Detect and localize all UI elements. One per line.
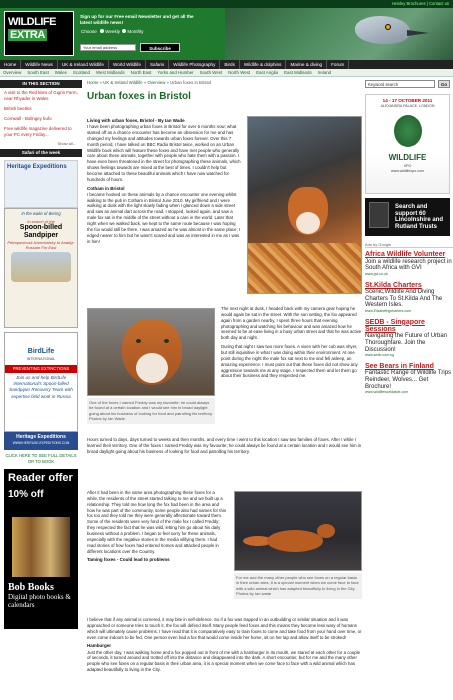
- paragraph: I have been photographing urban foxes in Bristol for over 6 months now; what started off as a chance encounter has become an obsession for me and has changed my feelings and attitudes towards urban foxes forever. Over this 7 month period, I have talked on BBC Radio Bristol twice, worked on an Urban Wildlife book which will feature these foxes and have met people who generally care about these animals, together with people who hate them with a passion. I have even been threatened in the street for photographing these animals, which shows feelings towards are mixed at the best of times. I couldn't help but become attached to these beautiful animals which I have now watched for hundreds of hours.: [87, 124, 241, 182]
- go-button[interactable]: Go: [438, 80, 450, 88]
- nav-item-6[interactable]: Birds: [220, 60, 239, 69]
- paragraph: After it had been in the same area photographing these foxes for a while, the residents of the street started talking to me and we built up a relationship. They told me how long the fox had been in the area and how he was part of the community, some people also had names for this fox too and they told me they were generally affectionate toward them. Some of the residents were very fond of the male fox I called Freddy; they respected the fact that he was wild, letting him go about his daily business without a problem. I began to feel sorry for these animals, especially with the negative stories in the media vilifying them. I had read stories of how foxes had entered homes and attacked people in different locations over the Country.: [87, 490, 226, 554]
- page-title: Urban foxes in Bristol: [87, 90, 191, 102]
- ad-title-link[interactable]: See Bears in Finland: [365, 363, 434, 371]
- wildlife-expo-ad[interactable]: 14 - 17 OCTOBER 2011 ALEXANDRA PALACE, LONDON WILDLIFE XPO www.wildlifexpo.com: [365, 94, 450, 194]
- subnav-item-4[interactable]: West Midlands: [95, 70, 125, 75]
- paragraph: Hours turned to days, days turned to weeks and then months, and every time I went to this location I saw two families of foxes. After I while I learned their territory. One of the foxes I named Freddy was my favourite; he could always be found at a certain location and I would see him in broad daylight going about his business of looking for food and patrolling his territory.: [87, 437, 362, 454]
- heritage-banner[interactable]: Heritage Expeditions WWW.HERITAGE-EXPEDITIONS.COM: [4, 432, 78, 450]
- subnav-item-0[interactable]: Overview: [3, 70, 22, 75]
- signup-title: Sign up for our Free email Newsletter and get all the latest wildlife news!: [80, 14, 194, 26]
- subnav-item-2[interactable]: Wales: [54, 70, 67, 75]
- top-bar: Heisley Brochures | Contact us: [0, 0, 453, 8]
- sandpiper-image: [11, 252, 71, 282]
- paragraph: During that night I saw two more foxes. A vixen with her cub was shyer, but still inquisitive in what I was doing within their environment. At one point during the night the male fox sat next to me and fell asleep, an amazing experience. I must point out that these foxes did not show any aggression towards me at any stage. I respected them and let them go about their business and they respected me.: [221, 344, 358, 379]
- section-heading-cotham: Cotham in Bristol: [87, 185, 125, 191]
- subnav-item-8[interactable]: North West: [228, 70, 251, 75]
- heritage-sponsor[interactable]: Heritage Expeditions: [4, 160, 78, 208]
- paragraph: I became hooked on these animals by a chance encounter one evening whilst walking to the pub in Cotham in Bristol June 2010. My girlfriend and I were walking at dusk with the light slowly fading when I glanced down a side street and saw an animal dart across the road. I stopped, looked again, and saw a male fox sat in the middle of the street without a care in the world. Later that night when we walked back, we kept to the same route because I was hoping the fox would still be there. I was amazed as he was almost in the same place; I edged nearer to him but he wasn't scared and was as interested in me as I was in him!: [87, 191, 241, 244]
- brochures-link[interactable]: Heisley Brochures: [391, 1, 426, 6]
- subnav-item-11[interactable]: Ireland: [317, 70, 332, 75]
- newsletter-signup: Sign up for our Free email Newsletter and get all the latest wildlife news! Choose Weekly Monthly: [80, 14, 200, 36]
- ad-description: Scenic,Wildlife And Diving Charters To St.Kilda And The Western Isles.: [365, 289, 443, 309]
- nav-item-9[interactable]: Forum: [327, 60, 349, 69]
- weekly-radio[interactable]: [100, 29, 104, 33]
- nav-item-3[interactable]: World Wildlife: [109, 60, 146, 69]
- nav-item-0[interactable]: Home: [0, 60, 21, 69]
- subnav-item-10[interactable]: East Midlands: [284, 70, 312, 75]
- monthly-radio[interactable]: [122, 29, 126, 33]
- ad-url[interactable]: www.gvi.co.uk: [365, 271, 388, 276]
- search-input[interactable]: Keyword search: [365, 80, 435, 88]
- birdlife-ad[interactable]: BirdLife INTERNATIONAL PREVENTING EXTINCTIONS Join us and help BirdLife International's Spoon-billed Sandpiper Recovery Team with expertise field work in Russia: [4, 332, 78, 432]
- section-link[interactable]: Cornwall - Bolingey bufo: [4, 115, 52, 121]
- breadcrumb-link[interactable]: Overview: [147, 80, 166, 85]
- breadcrumb-link[interactable]: Home: [87, 80, 99, 85]
- birdlife-logo: BirdLife: [27, 348, 55, 356]
- nav-item-7[interactable]: Wildlife & dolphins: [240, 60, 287, 69]
- ad-description: Fantastic Range of Wildlife Trips Reindeer, Wolves... Get Brochure!: [365, 370, 452, 390]
- nav-item-8[interactable]: Marine & diving: [286, 60, 327, 69]
- section-link[interactable]: A visit to the Red kites of Gigrin Farm, near Rhyader in Wales: [4, 90, 78, 101]
- main-nav: [0, 60, 453, 69]
- subnav-item-7[interactable]: South West: [199, 70, 223, 75]
- fox-photo-night: [234, 491, 362, 571]
- photo-caption: One of the foxes I named Freddy was my favourite; he could always be found at a certain location and I would see him in broad daylight going about his business of looking for food and patrolling his territory. Photos by Ian Wade.: [87, 398, 215, 424]
- article: [87, 80, 362, 700]
- ads-by-google[interactable]: Ads by Google: [365, 242, 453, 248]
- wildlife-trusts-ad[interactable]: Search and support 60 Lincolnshire and Rutland Trusts: [365, 198, 450, 236]
- reader-offer-ad[interactable]: Reader offer 10% off Bob Books Digital photo books & calendars: [4, 469, 78, 629]
- ad-url[interactable]: www.sedb.com.sg: [365, 353, 394, 358]
- section-link[interactable]: Free wildlife magazine delivered to your PC every Friday...: [4, 125, 72, 137]
- subscribe-button[interactable]: Subscribe: [140, 43, 180, 52]
- breadcrumb-current: Urban foxes in Bristol: [170, 80, 211, 85]
- nav-item-1[interactable]: Wildlife News: [21, 60, 58, 69]
- nav-item-4[interactable]: Safaris: [146, 60, 169, 69]
- breadcrumb-separator: »: [165, 80, 171, 85]
- section-heading-hamburger: Hamburger: [87, 643, 112, 649]
- paragraph: Just the other day, I was walking home and a fox popped out in front of me with a hamburger in its mouth, we stared at each other for a couple of seconds, it turned around and trotted off into the distance and disappeared into the dark. A short encounter, but for me and the many other people who see foxes on a regular basis in their urban area, it is a special moment when we come face to face with a wild animal which has adapted beautifully to living in the City.: [87, 649, 361, 673]
- ad-description: Join a wildlife research project in South Africa with GVI: [365, 258, 452, 272]
- click-here-link[interactable]: CLICK HERE TO SEE FULL DETAILS OR TO BOOK: [5, 453, 77, 464]
- subnav-item-5[interactable]: North East: [130, 70, 152, 75]
- left-column: [0, 80, 82, 700]
- ad-url[interactable]: www.wildlifeworldwide.com: [365, 390, 409, 395]
- nav-item-5[interactable]: Wildlife Photography: [169, 60, 220, 69]
- ad-title-link[interactable]: St.Kilda Charters: [365, 281, 422, 289]
- masthead: [0, 8, 453, 60]
- sub-nav: [0, 69, 453, 77]
- right-column: [365, 80, 453, 700]
- subnav-item-3[interactable]: Scotland: [72, 70, 90, 75]
- breadcrumb: [87, 80, 362, 86]
- nav-item-2[interactable]: UK & Ireland Wildlife: [58, 60, 109, 69]
- subnav-item-1[interactable]: South East: [27, 70, 49, 75]
- email-field[interactable]: Your email address: [80, 44, 136, 51]
- google-ads: [365, 242, 453, 400]
- paragraph: The next night at dusk, I headed back with my camera gear hoping he would again be sat in the street. With the sun setting, the fox appeared again from a garden nearby. I spent three hours that evening photographing and watching his behaviour and was amazed how he seemed to be at ease living in a busy urban street and that he was active both day and night.: [221, 306, 362, 341]
- ad-description: Navigating the Future of Urban Thoroughfare. Join the Discussion!: [365, 333, 448, 353]
- ad-title-link[interactable]: SEDB - Singapore Sessions: [365, 318, 425, 334]
- choose-label: Choose: [81, 29, 97, 35]
- article-heading: Living with urban foxes, Bristol - By Ian Wade: [87, 118, 185, 123]
- breadcrumb-separator: »: [142, 80, 148, 85]
- subnav-item-6[interactable]: Yorks and Humber: [157, 70, 194, 75]
- safari-heading: Safari of the week: [0, 149, 82, 157]
- photo-caption: For me and the many other people who see foxes on a regular basis in their urban area, it is a special moment when we come face to face with a wild animal which has adapted beautifully to living in the City. Photos by Ian wade: [234, 573, 362, 599]
- contact-link[interactable]: Contact us: [428, 1, 449, 6]
- fox-photo-leaves: [247, 116, 362, 294]
- expo-leaf-icon: [394, 115, 422, 147]
- trust-logo: [369, 202, 389, 228]
- subnav-item-9[interactable]: East Anglia: [256, 70, 279, 75]
- site-logo[interactable]: WILDLIFE EXTRA: [4, 11, 74, 56]
- masthead-bird-image: [225, 8, 453, 60]
- section-link[interactable]: British beetles: [4, 105, 32, 111]
- paragraph: I believe that if any animal is cornered, it may bite in self-defence. So if a fox was trapped in an outbuilding or similar situation and it was approached or someone tries to touch it, the fox will defend itself. Many people feed foxes and this means they become less wary of humans which will ultimately cause problems. I have read that it is comparatively easy to train foxes to come and take food from your hand over time, or even come indoors to be fed. One person even had a fox that would come inside her home, sit on her lap and allow itself to be stroked!: [87, 617, 362, 640]
- ad-title-link[interactable]: Africa Wildlife Volunteer: [365, 251, 446, 259]
- fox-photo-freddy: [87, 308, 215, 396]
- photobook-image: [12, 517, 70, 577]
- section-heading-taming: Taming foxes - Could lead to problems: [87, 557, 170, 563]
- ad-url[interactable]: www.Elizabethgcharters.com: [365, 308, 412, 313]
- show-all-link[interactable]: Show all...: [57, 140, 76, 146]
- section-heading: IN THIS SECTION: [0, 80, 82, 88]
- breadcrumb-separator: »: [98, 80, 104, 85]
- sandpiper-ad[interactable]: In the wake of Bering In search of the Spoon-billed Sandpiper Petropavlovsk-Kamchatsky to Anadyr, Russian Far East: [4, 208, 78, 328]
- breadcrumb-link[interactable]: UK & Ireland Wildlife: [103, 80, 143, 85]
